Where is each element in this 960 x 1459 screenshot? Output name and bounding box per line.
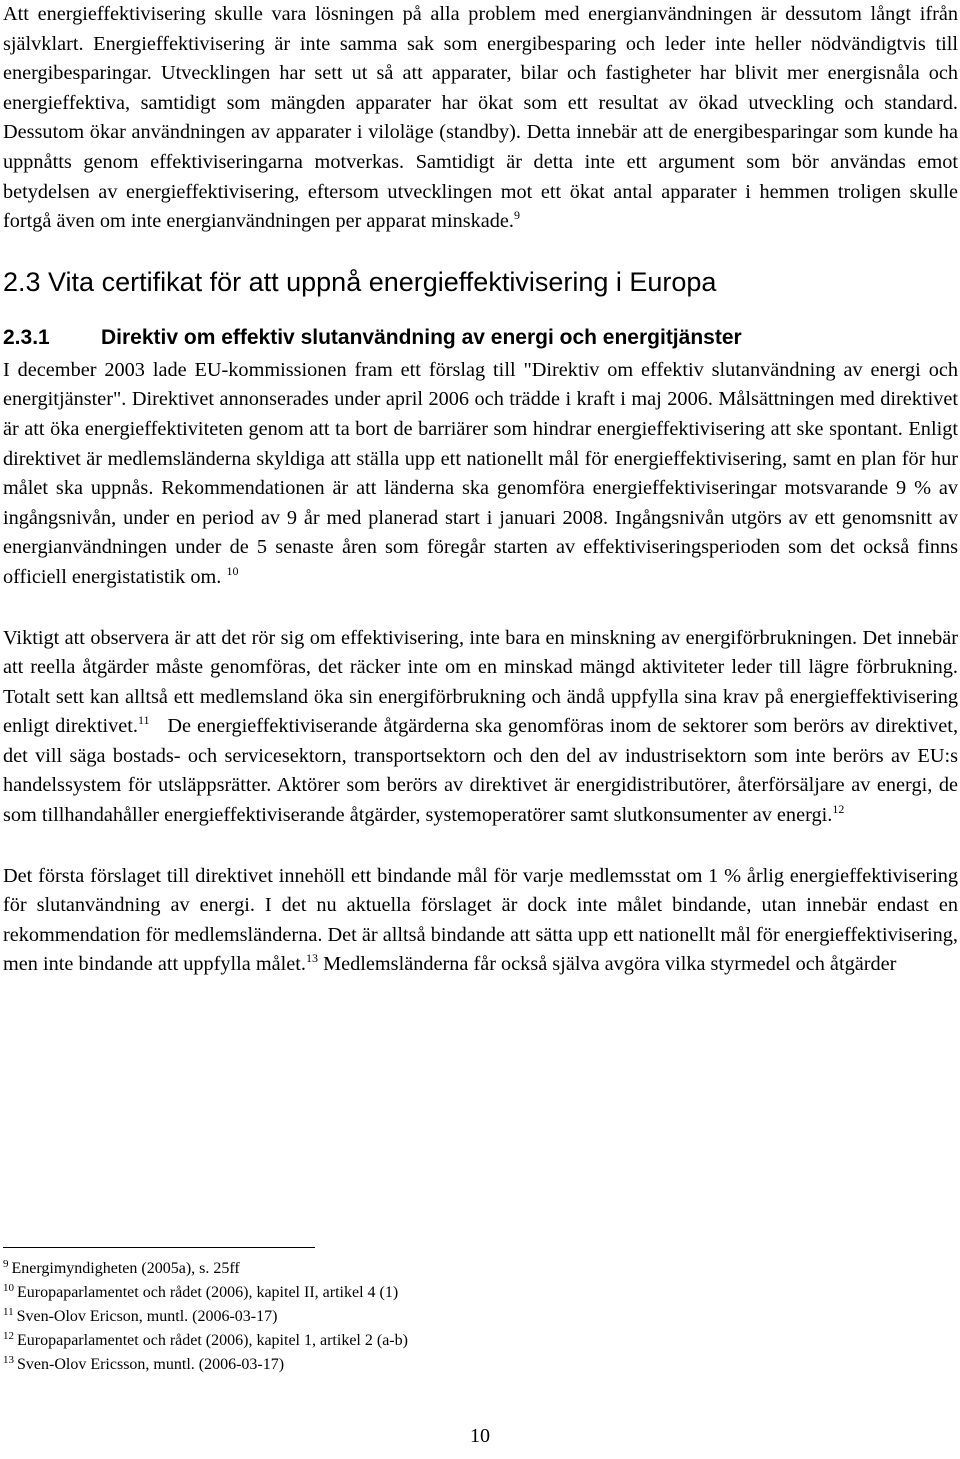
footnote-number: 12 [3,1329,14,1342]
section-heading: 2.3 Vita certifikat för att uppnå energieffektivisering i Europa [3,266,717,297]
footnote-text: Europaparlamentet och rådet (2006), kapitel 1, artikel 2 (a-b) [17,1332,408,1349]
footnote-ref[interactable]: 12 [832,802,845,817]
footnote [3,1257,703,1281]
subsection-number: 2.3.1 [3,325,50,349]
footnote-number: 11 [3,1305,14,1318]
paragraph-energy-efficiency [3,0,958,237]
paragraph-text: Det första förslaget till direktivet innehöll ett bindande mål för varje medlemsstat om 1 % årlig energieffektivisering för slutanvändning av energi. I det nu aktuella förslaget är dock inte målet bindande, utan innebär endast en rekommendation för medlemsländerna. Det är alltså bindande att sätta upp ett nationellt mål för energieffektivisering, men inte bindande att uppfylla målet. [3,864,958,976]
paragraph-text: Att energieffektivisering skulle vara lösningen på alla problem med energianvändningen är dessutom långt ifrån självklart. Energieffektivisering är inte samma sak som energibesparing och leder inte heller nödvändigtvis till energibesparingar. Utvecklingen har sett ut så att apparater, bilar och fastigheter har blivit mer energisnåla och energieffektiva, samtidigt som mängden apparater har ökat som ett resultat av ökad utveckling och standard. Dessutom ökar användningen av apparater i viloläge (standby). Detta innebär att de energibesparingar som kunde ha uppnåtts genom effektiviseringarna motverkas. Samtidigt är detta inte ett argument som bör användas emot betydelsen av energieffektivisering, eftersom utvecklingen mot ett ökat antal apparater i hemmen troligen skulle fortgå även om inte energianvändningen per apparat minskade. [3,3,958,233]
footnote-text: Sven-Olov Ericson, muntl. (2006-03-17) [16,1308,278,1325]
paragraph-text: I december 2003 lade EU-kommissionen fram ett förslag till "Direktiv om effektiv slutanvändning av energi och energitjänster". Direktivet annonserades under april 2006 och trädde i kraft i maj 2006. Målsättningen med direktivet är att öka energieffektiviteten genom att ta bort de barriärer som hindrar energieffektivisering att ske spontant. Enligt direktivet är medlemsländerna skyldiga att ställa upp ett nationellt mål för energieffektivisering, samt en plan för hur målet ska uppnås. Rekommendationen är att länderna ska genomföra energieffektiviseringar motsvarande 9 % av ingångsnivån, under en period av 9 år med planerad start i januari 2008. Ingångsnivån utgörs av ett genomsnitt av energianvändningen under de 5 senaste åren som föregår starten av effektiviseringsperioden som det också finns officiell energistatistik om. [3,358,958,588]
page-body [3,0,958,980]
footnote [3,1281,703,1305]
footnote [3,1353,703,1377]
footnote-ref[interactable]: 13 [306,951,319,966]
paragraph-first-proposal [3,862,958,980]
paragraph-observation [3,624,958,831]
footnote-ref[interactable]: 11 [137,713,150,728]
footnote-text: Energimyndigheten (2005a), s. 25ff [11,1260,240,1277]
paragraph-gap [3,593,958,624]
footnote-divider [3,1247,315,1248]
page-number: 10 [470,1425,490,1447]
paragraph-gap [3,831,958,862]
footnote [3,1305,703,1329]
footnote-text: Europaparlamentet och rådet (2006), kapitel II, artikel 4 (1) [17,1284,399,1301]
paragraph-text: De energieffektiviserande åtgärderna ska genomföras inom de sektorer som berörs av direktivet, det vill säga bostads- och servicesektorn, transportsektorn och den del av industrisektorn som inte berörs av EU:s handelssystem för utsläppsrätter. Aktörer som berörs av direktivet är energidistributörer, återförsäljare av energi, de som tillhandahåller energieffektiviserande åtgärder, systemoperatörer samt slutkonsumenter av energi. [3,715,959,827]
footnote-ref[interactable]: 9 [513,208,520,223]
footnote-ref[interactable]: 10 [226,564,239,579]
footnote-number: 9 [3,1257,9,1270]
footnote-number: 13 [3,1353,14,1366]
paragraph-directive [3,356,958,593]
footnote-text: Sven-Olov Ericsson, muntl. (2006-03-17) [17,1356,285,1373]
footnote [3,1329,703,1353]
subsection-heading [3,324,958,352]
subsection-title: Direktiv om effektiv slutanvändning av energi och energitjänster [101,325,742,349]
paragraph-text: Viktigt att observera är att det rör sig om effektivisering, inte bara en minskning av energiförbrukningen. Det innebär att reella åtgärder måste genomföras, det räcker inte om en minskad mängd aktiviteter leder till lägre förbrukning. Totalt sett kan alltså ett medlemsland öka sin energiförbrukning och ändå uppfylla sina krav på energieffektivisering enligt direktivet. [3,626,958,738]
paragraph-text: Medlemsländerna får också själva avgöra vilka styrmedel och åtgärder [323,953,897,976]
footnote-number: 10 [3,1281,14,1294]
footnotes [3,1257,703,1377]
